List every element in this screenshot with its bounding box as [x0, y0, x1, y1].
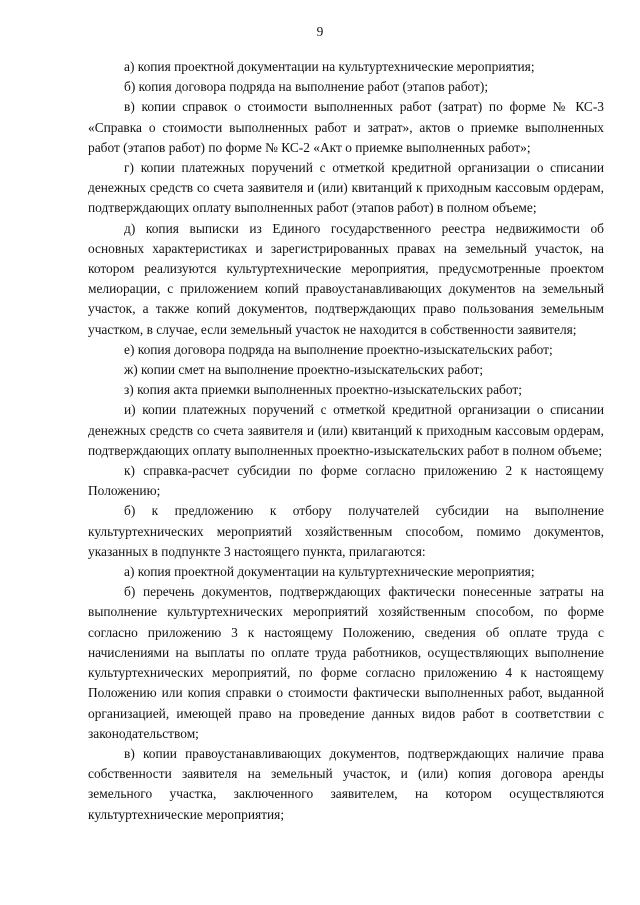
paragraph: ж) копии смет на выполнение проектно-изыскательских работ;	[124, 362, 484, 378]
page-number: 9	[316, 24, 324, 39]
paragraph: б) перечень документов, подтверждающих фактически понесенные затраты на выполнение культуртехнических мероприятий хозяйственным способом, по форме согласно приложению 3 к настоящему Положению, сведения об оплате труда с начислениями на выплаты по оплате труда работников, осуществляющих выполнение культуртехнических мероприятий, по форме согласно приложению 4 к настоящему Положению или копия справки о стоимости фактически выполненных работ, выданной организацией, имеющей право на проведение данных видов работ в соответствии с законодательством;	[88, 584, 604, 741]
paragraph: д) копия выписки из Единого государственного реестра недвижимости об основных характеристиках и зарегистрированных правах на земельный участок, на котором реализуются культуртехнические мероприятия, предусмотренные проектом мелиорации, с приложением копий правоустанавливающих документов на земельный участок, а также копий документов, подтверждающих право пользования земельным участком, в случае, если земельный участок не находится в собственности заявителя;	[88, 220, 604, 337]
paragraph: и) копии платежных поручений с отметкой кредитной организации о списании денежных средств со счета заявителя и (или) квитанций к приходным кассовым ордерам, подтверждающих оплату выполненных проектно-изыскательских работ в полном объеме;	[88, 402, 604, 458]
paragraph: б) копия договора подряда на выполнение работ (этапов работ);	[124, 79, 489, 95]
document-body	[88, 57, 604, 825]
paragraph: а) копия проектной документации на культуртехнические мероприятия;	[124, 564, 535, 580]
paragraph: г) копии платежных поручений с отметкой кредитной организации о списании денежных средств со счета заявителя и (или) квитанций к приходным кассовым ордерам, подтверждающих оплату выполненных работ (этапов работ) в полном объеме;	[88, 160, 604, 216]
paragraph: в) копии справок о стоимости выполненных работ (затрат) по форме № КС-3 «Справка о стоимости выполненных работ и затрат», актов о приемке выполненных работ (этапов работ) по форме № КС-2 «Акт о приемке выполненных работ»;	[88, 99, 604, 155]
paragraph: з) копия акта приемки выполненных проектно-изыскательских работ;	[124, 382, 522, 398]
paragraph: е) копия договора подряда на выполнение проектно-изыскательских работ;	[124, 341, 553, 357]
paragraph: б) к предложению к отбору получателей субсидии на выполнение культуртехнических мероприятий хозяйственным способом, помимо документов, указанных в подпункте 3 настоящего пункта, прилагаются:	[88, 503, 604, 559]
paragraph: а) копия проектной документации на культуртехнические мероприятия;	[124, 59, 535, 74]
paragraph: в) копии правоустанавливающих документов, подтверждающих наличие права собственности заявителя на земельный участок, и (или) копия договора аренды земельного участка, заключенного заявителем, на котором осуществляются культуртехнические мероприятия;	[88, 745, 604, 822]
paragraph: к) справка-расчет субсидии по форме согласно приложению 2 к настоящему Положению;	[88, 463, 604, 499]
